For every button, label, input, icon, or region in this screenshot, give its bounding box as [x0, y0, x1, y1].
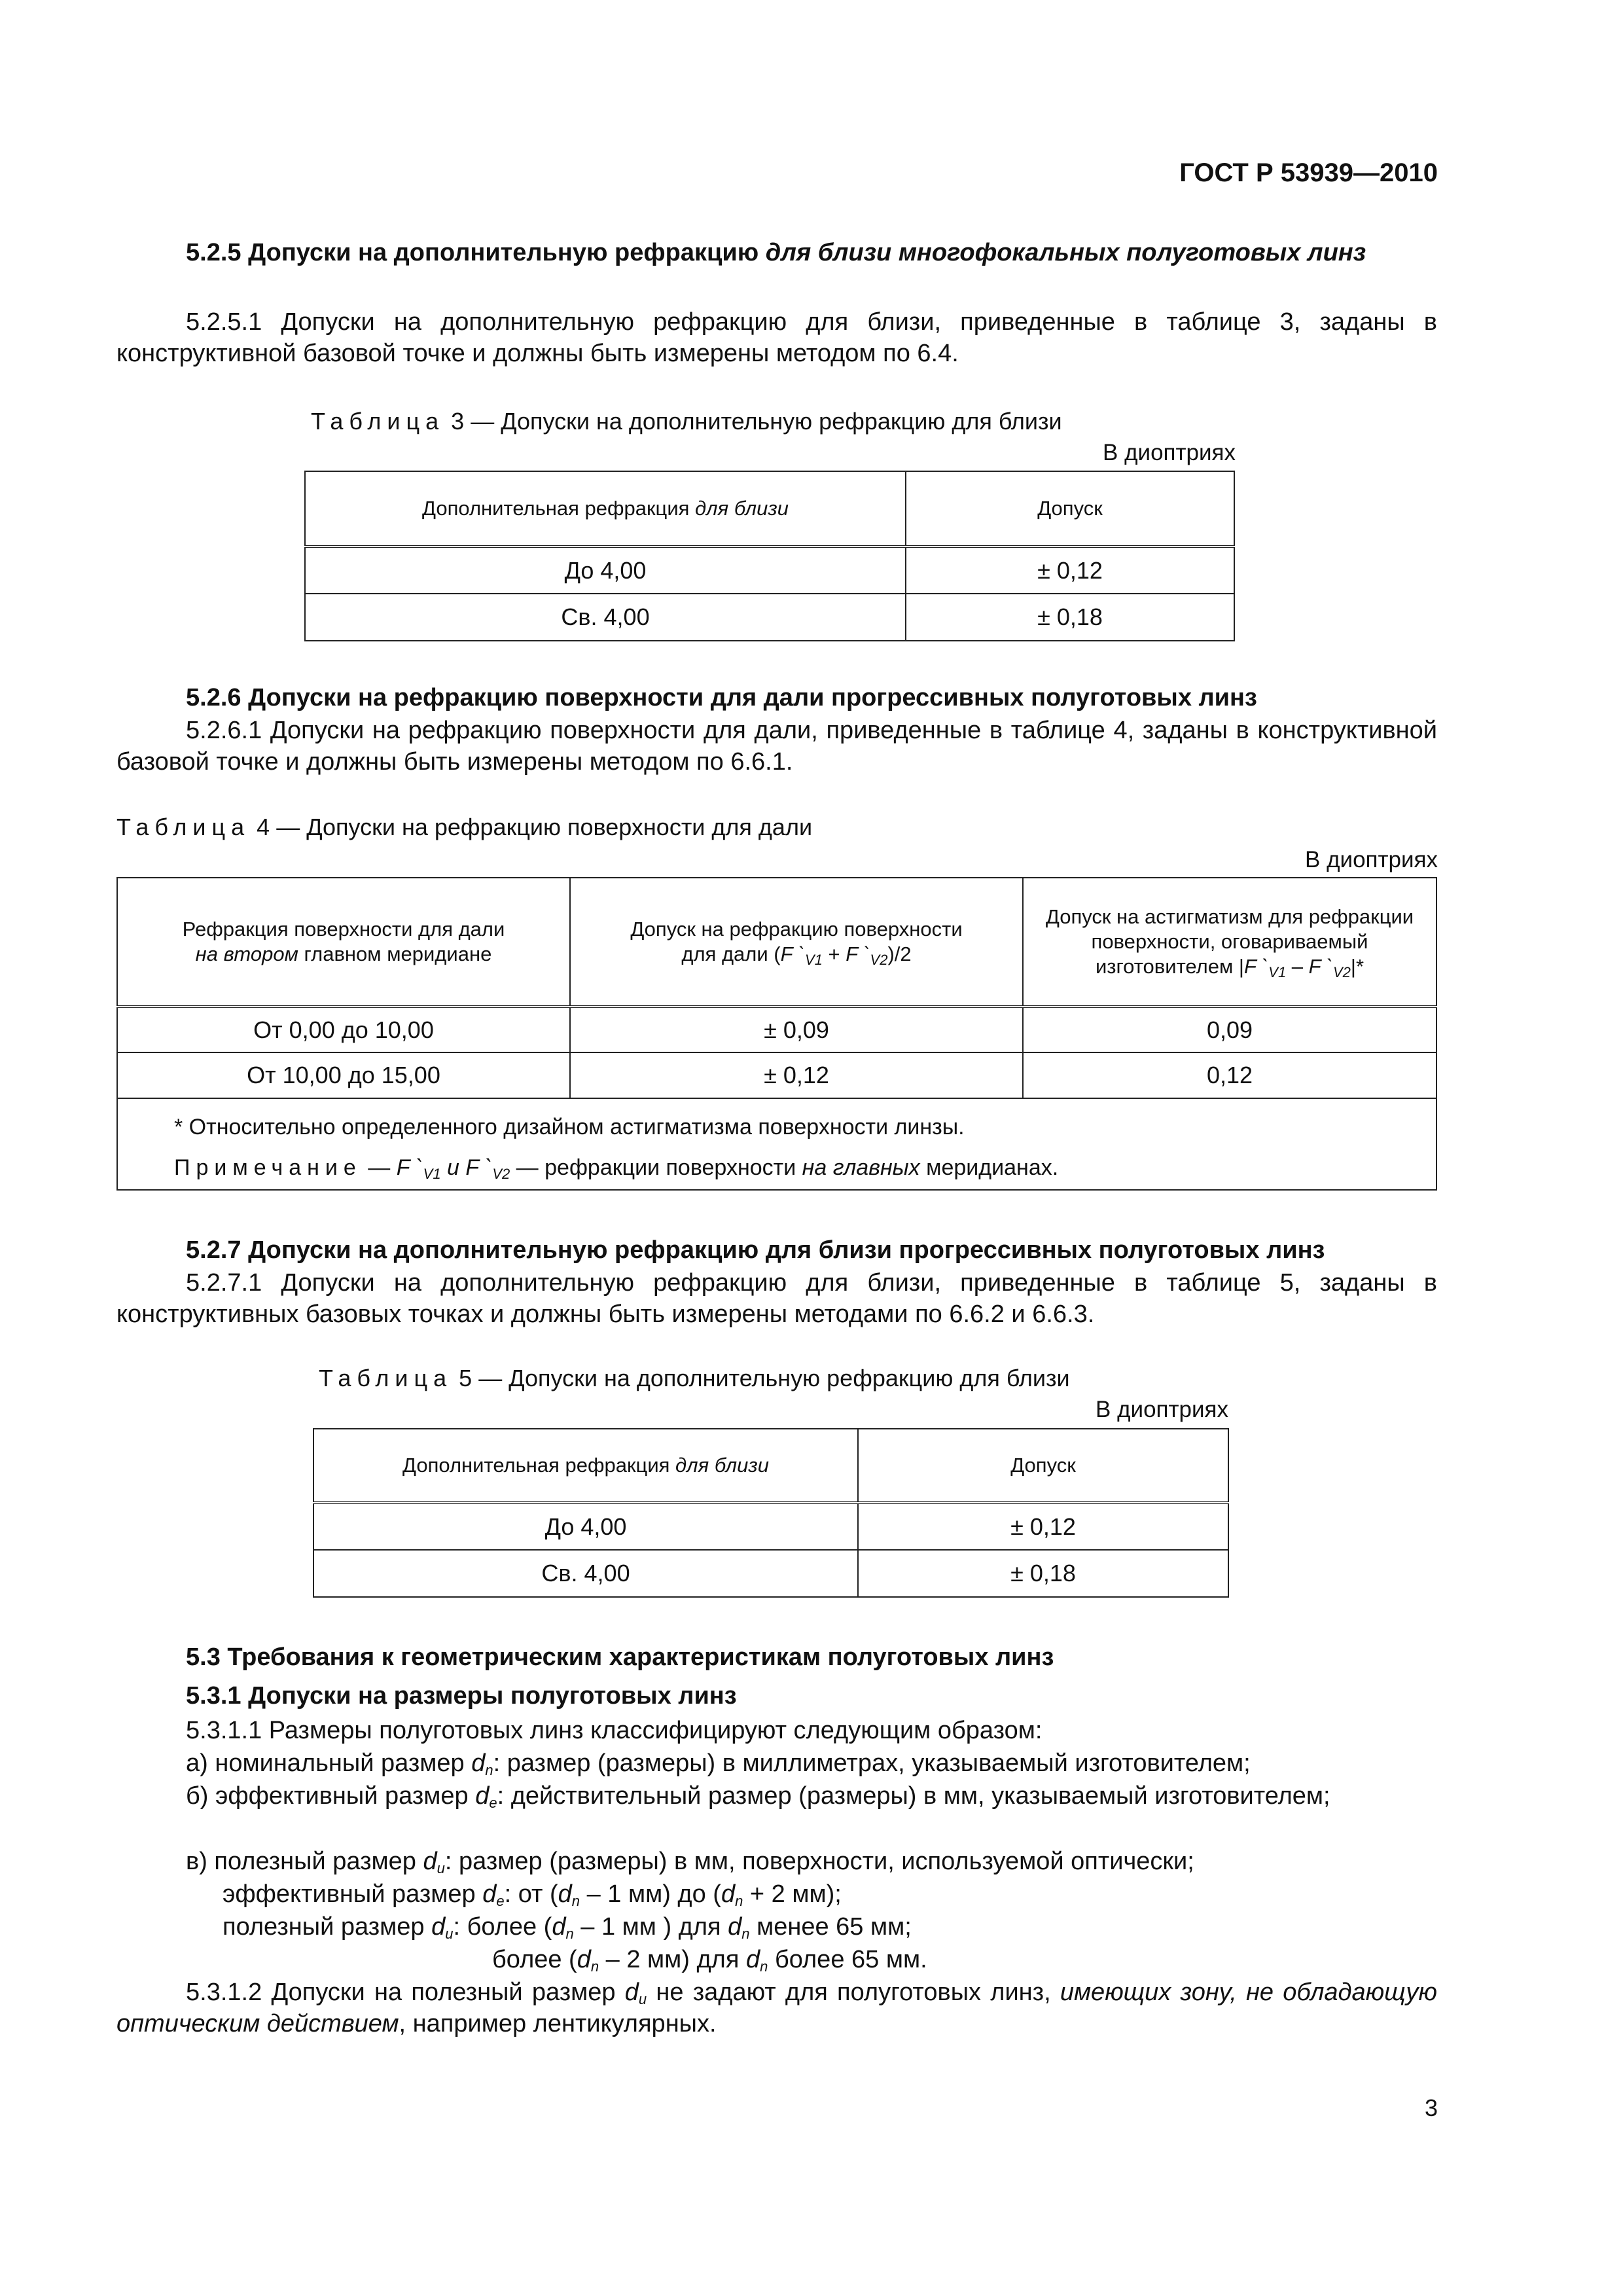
subscript: V1 [804, 952, 823, 968]
standard-number: ГОСТ Р 53939—2010 [1179, 158, 1438, 187]
table-cell: 0,09 [1023, 1007, 1436, 1052]
table-header-cell [570, 878, 1023, 1007]
table-footnote-row [117, 1098, 1436, 1145]
list-text: а) номинальный размер [186, 1749, 472, 1777]
symbol-d: d [577, 1946, 591, 1973]
symbol-f: F ` [465, 1155, 493, 1180]
table-cell: ± 0,18 [906, 594, 1234, 641]
header-text: изготовителем | [1095, 955, 1244, 978]
table-header-cell [1023, 878, 1436, 1007]
table-cell: До 4,00 [305, 547, 906, 594]
symbol-d: d [746, 1946, 760, 1973]
list-text: + 2 мм); [743, 1880, 842, 1908]
section-5-2-7-title: 5.2.7 Допуски на дополнительную рефракцию для близи прогрессивных полуготовых линз [186, 1236, 1325, 1264]
symbol-d: d [423, 1848, 437, 1875]
list-text: более ( [492, 1946, 577, 1973]
note-text: и [440, 1155, 466, 1180]
symbol-d: d [431, 1913, 446, 1941]
table-cell: ± 0,12 [858, 1503, 1228, 1550]
list-text: – 1 мм) до ( [580, 1880, 721, 1908]
table-cell: До 4,00 [313, 1503, 858, 1550]
useful-size-range-1 [223, 1911, 912, 1943]
subscript: n [590, 1958, 599, 1975]
subscript: u [638, 1991, 647, 2007]
symbol-d: d [475, 1782, 490, 1810]
subscript: n [741, 1926, 750, 1942]
note-italic: на главных [802, 1155, 920, 1180]
table-header-row [117, 878, 1436, 1007]
list-text: – 2 мм) для [599, 1946, 746, 1973]
subscript: n [760, 1958, 768, 1975]
header-text: – [1286, 955, 1309, 978]
header-text: )/2 [887, 942, 912, 965]
useful-size-range-2 [492, 1944, 927, 1975]
table-row [305, 547, 1234, 594]
header-italic: для близи [675, 1454, 769, 1477]
table-cell: Св. 4,00 [305, 594, 906, 641]
table-header-row [313, 1429, 1228, 1503]
table-4 [116, 877, 1437, 1191]
header-text: Рефракция поверхности для дали [182, 918, 505, 941]
note-text: — [361, 1155, 397, 1180]
note-label: Примечание [174, 1155, 362, 1180]
paragraph-5-2-7-1: 5.2.7.1 Допуски на дополнительную рефракцию для близи, приведенные в таблице 5, заданы в конструктивных базовых точках и должны быть измерены методами по 6.6.2 и 6.6.3. [116, 1269, 1437, 1328]
symbol-d: d [552, 1913, 566, 1941]
symbol-f: F ` [780, 942, 805, 965]
list-text: полезный размер [223, 1913, 432, 1941]
paragraph-5-3-1-1: 5.3.1.1 Размеры полуготовых линз классифицируют следующим образом: [186, 1717, 1043, 1744]
table-header-cell [313, 1429, 858, 1503]
list-text: более 65 мм. [768, 1946, 927, 1973]
symbol-d: d [624, 1979, 639, 2006]
table-header-cell [305, 471, 906, 547]
table-cell: ± 0,12 [570, 1052, 1023, 1098]
effective-size-range [223, 1878, 842, 1910]
table-3 [304, 471, 1235, 641]
list-item-c [116, 1846, 1437, 1877]
symbol-d: d [728, 1913, 742, 1941]
subscript: n [485, 1762, 493, 1778]
section-5-2-5-title [116, 237, 1437, 268]
section-5-3-1-title: 5.3.1 Допуски на размеры полуготовых линз [186, 1682, 737, 1710]
table-note-row [117, 1145, 1436, 1190]
symbol-d: d [721, 1880, 736, 1908]
header-italic: на втором [195, 942, 298, 965]
section-title-bold: 5.2.5 Допуски на дополнительную рефракцию [186, 239, 766, 266]
table-header-row [305, 471, 1234, 547]
table-row [117, 1007, 1436, 1052]
header-text: для дали ( [681, 942, 781, 965]
note-text: меридианах. [919, 1155, 1059, 1180]
table-4-unit: В диоптриях [1305, 847, 1438, 872]
symbol-f: F ` [396, 1155, 423, 1180]
caption-text: 5 — Допуски на дополнительную рефракцию для близи [459, 1365, 1070, 1391]
header-text: |* [1350, 955, 1364, 978]
caption-text: 3 — Допуски на дополнительную рефракцию для близи [451, 408, 1062, 435]
paragraph-5-2-6-1: 5.2.6.1 Допуски на рефракцию поверхности для дали, приведенные в таблице 4, заданы в конструктивной базовой точке и должны быть измерены методом по 6.6.1. [116, 717, 1437, 776]
header-italic: для близи [695, 497, 789, 520]
paragraph-text: 5.3.1.2 Допуски на полезный размер [186, 1979, 625, 2006]
table-5 [313, 1428, 1229, 1598]
subscript: e [489, 1795, 497, 1811]
table-3-unit: В диоптриях [1103, 440, 1236, 465]
table-footnote: * Относительно определенного дизайном астигматизма поверхности линзы. [117, 1098, 1436, 1145]
header-text: Допуск на рефракцию поверхности [630, 918, 963, 941]
paragraph-text: , например лентикулярных. [399, 2010, 717, 2037]
section-5-2-6-title: 5.2.6 Допуски на рефракцию поверхности для дали прогрессивных полуготовых линз [186, 684, 1257, 711]
list-text: : действительный размер (размеры) в мм, указываемый изготовителем; [497, 1782, 1330, 1810]
table-cell: 0,12 [1023, 1052, 1436, 1098]
header-text: Дополнительная рефракция [402, 1454, 676, 1477]
caption-text: 4 — Допуски на рефракцию поверхности для дали [257, 814, 813, 840]
header-text: поверхности, оговариваемый [1091, 930, 1368, 953]
table-header-cell: Допуск [906, 471, 1234, 547]
subscript: V2 [492, 1165, 510, 1182]
paragraph-text: не задают для полуготовых линз, [647, 1979, 1060, 2006]
symbol-d: d [471, 1749, 486, 1777]
table-3-caption [311, 406, 1062, 437]
subscript: n [735, 1893, 743, 1909]
list-text: б) эффективный размер [186, 1782, 476, 1810]
table-row [313, 1503, 1228, 1550]
subscript: V1 [1268, 964, 1287, 980]
symbol-f: F ` [1243, 955, 1269, 978]
symbol-d: d [558, 1880, 572, 1908]
subscript: n [571, 1893, 580, 1909]
symbol-f: F ` [846, 942, 870, 965]
table-row [313, 1550, 1228, 1597]
subscript: V1 [423, 1165, 441, 1182]
list-text: : размер (размеры) в миллиметрах, указываемый изготовителем; [493, 1749, 1251, 1777]
list-text: : более ( [453, 1913, 552, 1941]
table-cell: ± 0,09 [570, 1007, 1023, 1052]
subscript: n [565, 1926, 574, 1942]
paragraph-italic: имеющих зону, не обладающую оптическим действием [116, 1979, 1437, 2037]
list-item-a [116, 1748, 1437, 1779]
table-5-unit: В диоптриях [1096, 1397, 1228, 1422]
paragraph-5-3-1-2 [116, 1977, 1437, 2039]
header-text: + [822, 942, 846, 965]
caption-label: Таблица [311, 408, 445, 435]
symbol-f: F ` [1308, 955, 1333, 978]
subscript: u [445, 1926, 454, 1942]
subscript: V2 [870, 952, 888, 968]
list-text: : размер (размеры) в мм, поверхности, используемой оптически; [444, 1848, 1194, 1875]
section-5-3-title: 5.3 Требования к геометрическим характеристикам полуготовых линз [186, 1643, 1054, 1671]
page-number: 3 [1424, 2094, 1438, 2121]
list-item-b [116, 1780, 1437, 1812]
table-header-cell: Допуск [858, 1429, 1228, 1503]
table-note [117, 1145, 1436, 1190]
table-4-caption [116, 812, 812, 843]
list-text: менее 65 мм; [749, 1913, 912, 1941]
note-text: — рефракции поверхности [510, 1155, 802, 1180]
list-text: в) полезный размер [186, 1848, 423, 1875]
header-text: главном меридиане [298, 942, 492, 965]
table-header-cell [117, 878, 570, 1007]
table-row [305, 594, 1234, 641]
header-text: Дополнительная рефракция [422, 497, 696, 520]
subscript: V2 [1332, 964, 1351, 980]
list-text: эффективный размер [223, 1880, 483, 1908]
caption-label: Таблица [116, 814, 251, 840]
table-cell: ± 0,18 [858, 1550, 1228, 1597]
table-cell: От 0,00 до 10,00 [117, 1007, 570, 1052]
table-5-caption [319, 1363, 1070, 1394]
table-cell: От 10,00 до 15,00 [117, 1052, 570, 1098]
header-text: Допуск на астигматизм для рефракции [1045, 905, 1414, 928]
list-text: – 1 мм ) для [573, 1913, 728, 1941]
subscript: e [496, 1893, 505, 1909]
caption-label: Таблица [319, 1365, 453, 1391]
table-cell: Св. 4,00 [313, 1550, 858, 1597]
symbol-d: d [482, 1880, 497, 1908]
subscript: u [437, 1860, 445, 1876]
table-cell: ± 0,12 [906, 547, 1234, 594]
table-row [117, 1052, 1436, 1098]
section-title-italic: для близи многофокальных полуготовых линз [765, 239, 1366, 266]
paragraph-5-2-5-1: 5.2.5.1 Допуски на дополнительную рефракцию для близи, приведенные в таблице 3, заданы в конструктивной базовой точке и должны быть измерены методом по 6.4. [116, 308, 1437, 367]
list-text: : от ( [504, 1880, 558, 1908]
